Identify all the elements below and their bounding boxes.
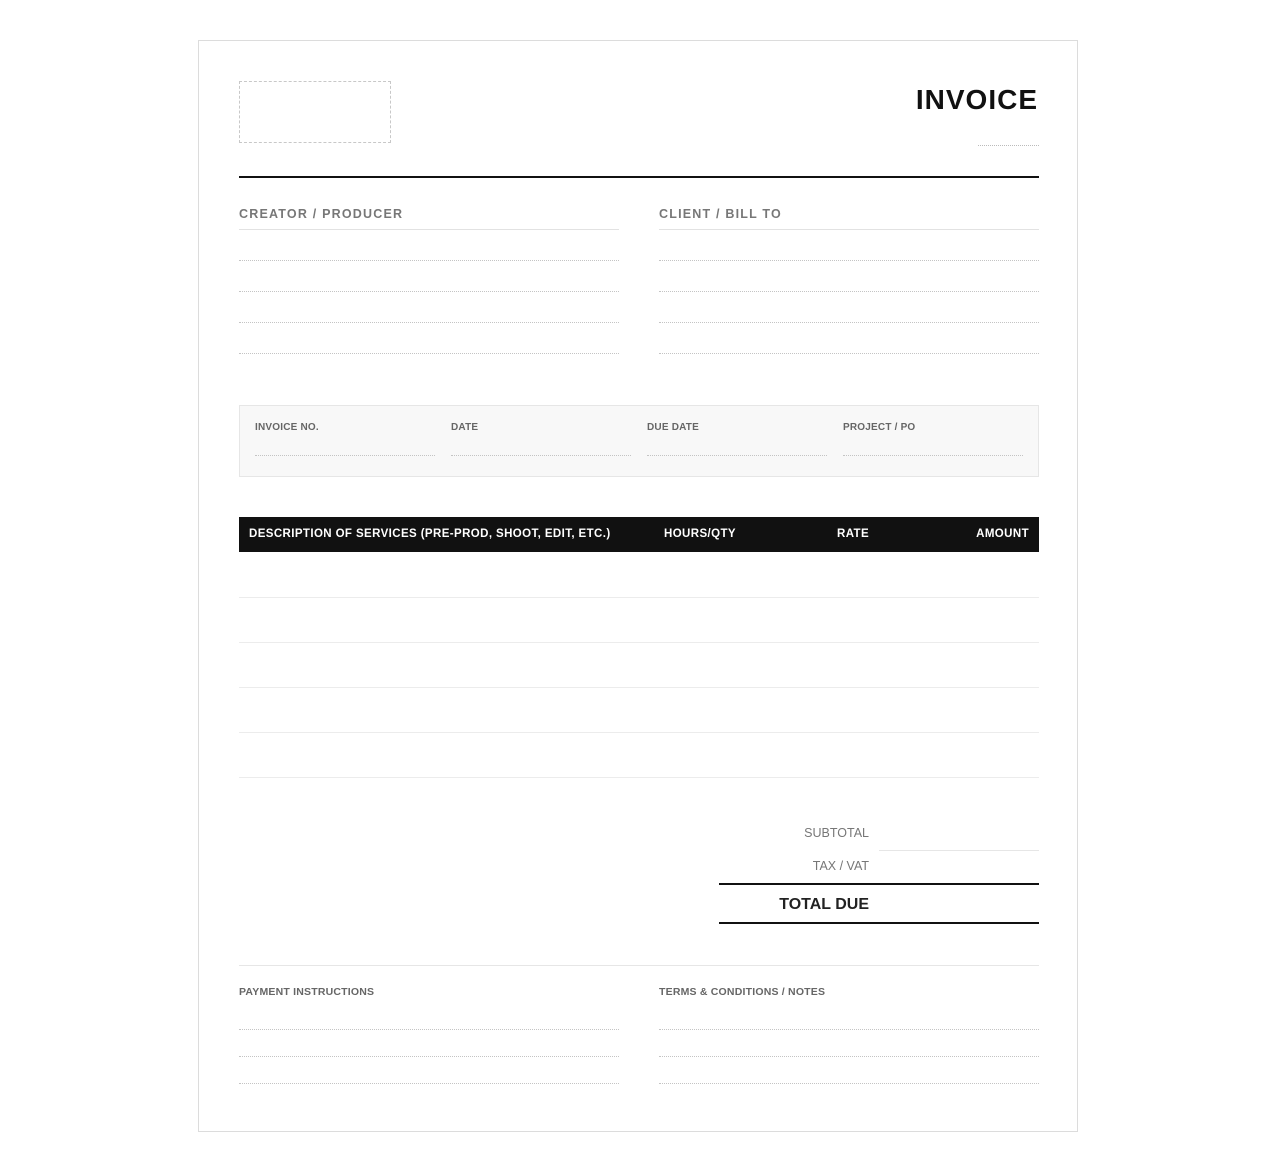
terms-line[interactable] — [659, 998, 1039, 1030]
client-title: CLIENT / BILL TO — [659, 207, 1039, 230]
column-description: DESCRIPTION OF SERVICES (PRE-PROD, SHOOT, EDIT, ETC.) — [249, 528, 611, 540]
table-row[interactable] — [239, 552, 1039, 598]
tax-label: TAX / VAT — [812, 859, 869, 873]
date-field — [451, 422, 631, 456]
date-label: DATE — [451, 422, 479, 433]
creator-title: CREATOR / PRODUCER — [239, 207, 619, 230]
client-line[interactable] — [659, 261, 1039, 292]
terms-line[interactable] — [659, 1030, 1039, 1057]
logo-placeholder[interactable] — [239, 81, 391, 143]
column-amount: AMOUNT — [976, 528, 1029, 540]
column-rate: RATE — [837, 528, 870, 540]
client-line[interactable] — [659, 323, 1039, 354]
subtotal-label: SUBTOTAL — [804, 826, 869, 840]
invoice-meta-box — [239, 405, 1039, 477]
payment-line[interactable] — [239, 998, 619, 1030]
total-due-box — [719, 883, 1039, 924]
project-po-field — [843, 422, 1023, 456]
total-due-label: TOTAL DUE — [779, 896, 869, 913]
creator-line[interactable] — [239, 261, 619, 292]
client-line[interactable] — [659, 230, 1039, 261]
client-section — [659, 207, 1039, 354]
header-divider — [239, 176, 1039, 178]
terms-title: TERMS & CONDITIONS / NOTES — [659, 986, 826, 998]
due-date-field — [647, 422, 827, 456]
creator-line[interactable] — [239, 323, 619, 354]
footer-divider — [239, 965, 1039, 966]
table-row[interactable] — [239, 687, 1039, 733]
payment-line[interactable] — [239, 1030, 619, 1057]
client-line[interactable] — [659, 292, 1039, 323]
invoice-number-field — [255, 422, 435, 456]
creator-line[interactable] — [239, 292, 619, 323]
due-date-label: DUE DATE — [647, 422, 699, 433]
terms-line[interactable] — [659, 1057, 1039, 1084]
services-table-header — [239, 517, 1039, 552]
table-row[interactable] — [239, 642, 1039, 688]
project-po-input[interactable] — [843, 455, 1023, 456]
invoice-title: INVOICE — [915, 84, 1038, 115]
creator-line[interactable] — [239, 230, 619, 261]
creator-section — [239, 207, 619, 354]
column-hours-qty: HOURS/QTY — [664, 528, 736, 540]
invoice-subtitle-field[interactable] — [978, 145, 1039, 146]
table-row[interactable] — [239, 732, 1039, 778]
terms-section — [659, 986, 1039, 1084]
table-row[interactable] — [239, 597, 1039, 643]
invoice-number-input[interactable] — [255, 455, 435, 456]
invoice-number-label: INVOICE NO. — [255, 422, 319, 433]
payment-line[interactable] — [239, 1057, 619, 1084]
project-po-label: PROJECT / PO — [843, 422, 916, 433]
payment-section — [239, 986, 619, 1084]
payment-title: PAYMENT INSTRUCTIONS — [239, 986, 375, 998]
due-date-input[interactable] — [647, 455, 827, 456]
date-input[interactable] — [451, 455, 631, 456]
subtotal-value[interactable] — [879, 850, 1039, 851]
